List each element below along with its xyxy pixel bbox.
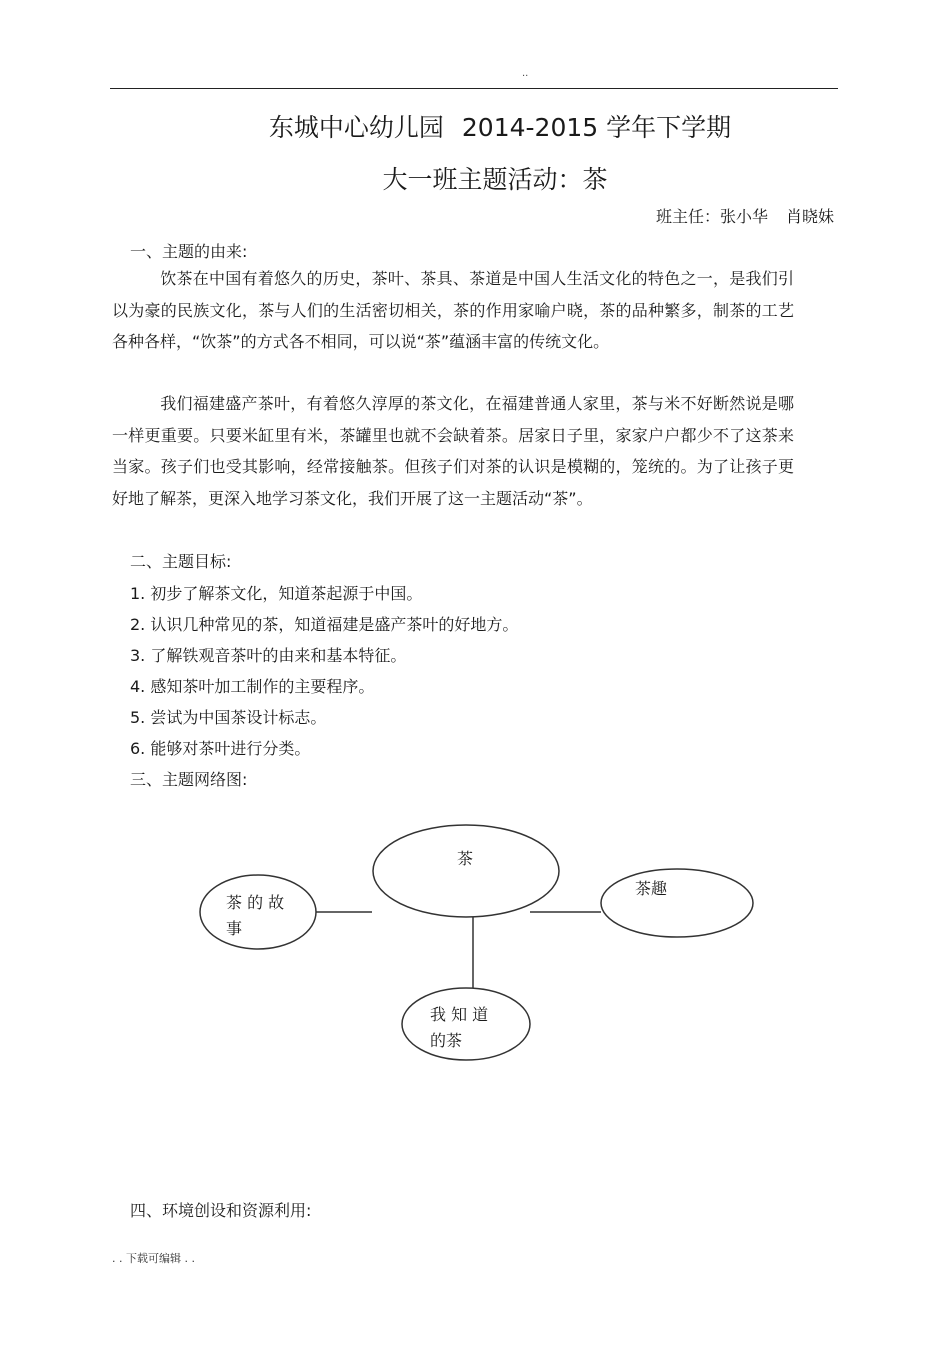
page-subtitle: 大一班主题活动：茶: [382, 165, 608, 194]
node-left-label-line-2: 事: [226, 919, 243, 938]
header-dots: ..: [522, 68, 529, 79]
node-bottom-label: [430, 1002, 488, 1054]
section-4-heading: 四、环境创设和资源利用:: [130, 1201, 312, 1220]
paragraph-1-text: 饮茶在中国有着悠久的历史，茶叶、茶具、茶道是中国人生活文化的特色之一，是我们引以为豪的民族文化，茶与人们的生活密切相关，茶的作用家喻户晓，茶的品种繁多，制茶的工艺各种各样，“饮茶”的方式各不相同，可以说“茶”蕴涵丰富的传统文化。: [112, 269, 794, 351]
node-bottom-label-line-1: 我 知 道: [430, 1005, 489, 1024]
goal-item-6: 6. 能够对茶叶进行分类。: [130, 739, 311, 758]
teacher-name-2: 肖晓妹: [785, 207, 834, 226]
goal-item-3: 3. 了解铁观音茶叶的由来和基本特征。: [130, 646, 407, 665]
teacher-label: 班主任：张小华: [655, 207, 768, 226]
school-term: 2014-2015 学年下学期: [461, 113, 732, 142]
node-center-label: 茶: [457, 849, 474, 868]
goal-item-1: 1. 初步了解茶文化，知道茶起源于中国。: [130, 584, 423, 603]
goal-item-5: 5. 尝试为中国茶设计标志。: [130, 708, 327, 727]
node-left-label-line-1: 茶 的 故: [226, 893, 285, 912]
node-right-ellipse: [601, 869, 753, 937]
section-3-heading: 三、主题网络图:: [130, 770, 248, 789]
node-bottom-label-line-2: 的茶: [430, 1031, 463, 1050]
paragraph-2-text: 我们福建盛产茶叶，有着悠久淳厚的茶文化，在福建普通人家里，茶与米不好断然说是哪一样更重要。只要米缸里有米，茶罐里也就不会缺着茶。居家日子里，家家户户都少不了这茶来当家。孩子们也受其影响，经常接触茶。但孩子们对茶的认识是模糊的，笼统的。为了让孩子更好地了解茶，更深入地学习茶文化，我们开展了这一主题活动“茶”。: [112, 394, 794, 508]
goal-item-4: 4. 感知茶叶加工制作的主要程序。: [130, 677, 375, 696]
node-right-label: 茶趣: [635, 879, 668, 898]
section-1-heading: 一、主题的由来:: [130, 242, 248, 261]
node-left-label: [226, 890, 284, 942]
kindergarten-name: 东城中心幼儿园: [268, 113, 444, 142]
goal-item-2: 2. 认识几种常见的茶，知道福建是盛产茶叶的好地方。: [130, 615, 519, 634]
footer-text: . . 下载可编辑 . .: [112, 1252, 195, 1265]
section-2-heading: 二、主题目标:: [130, 552, 232, 571]
